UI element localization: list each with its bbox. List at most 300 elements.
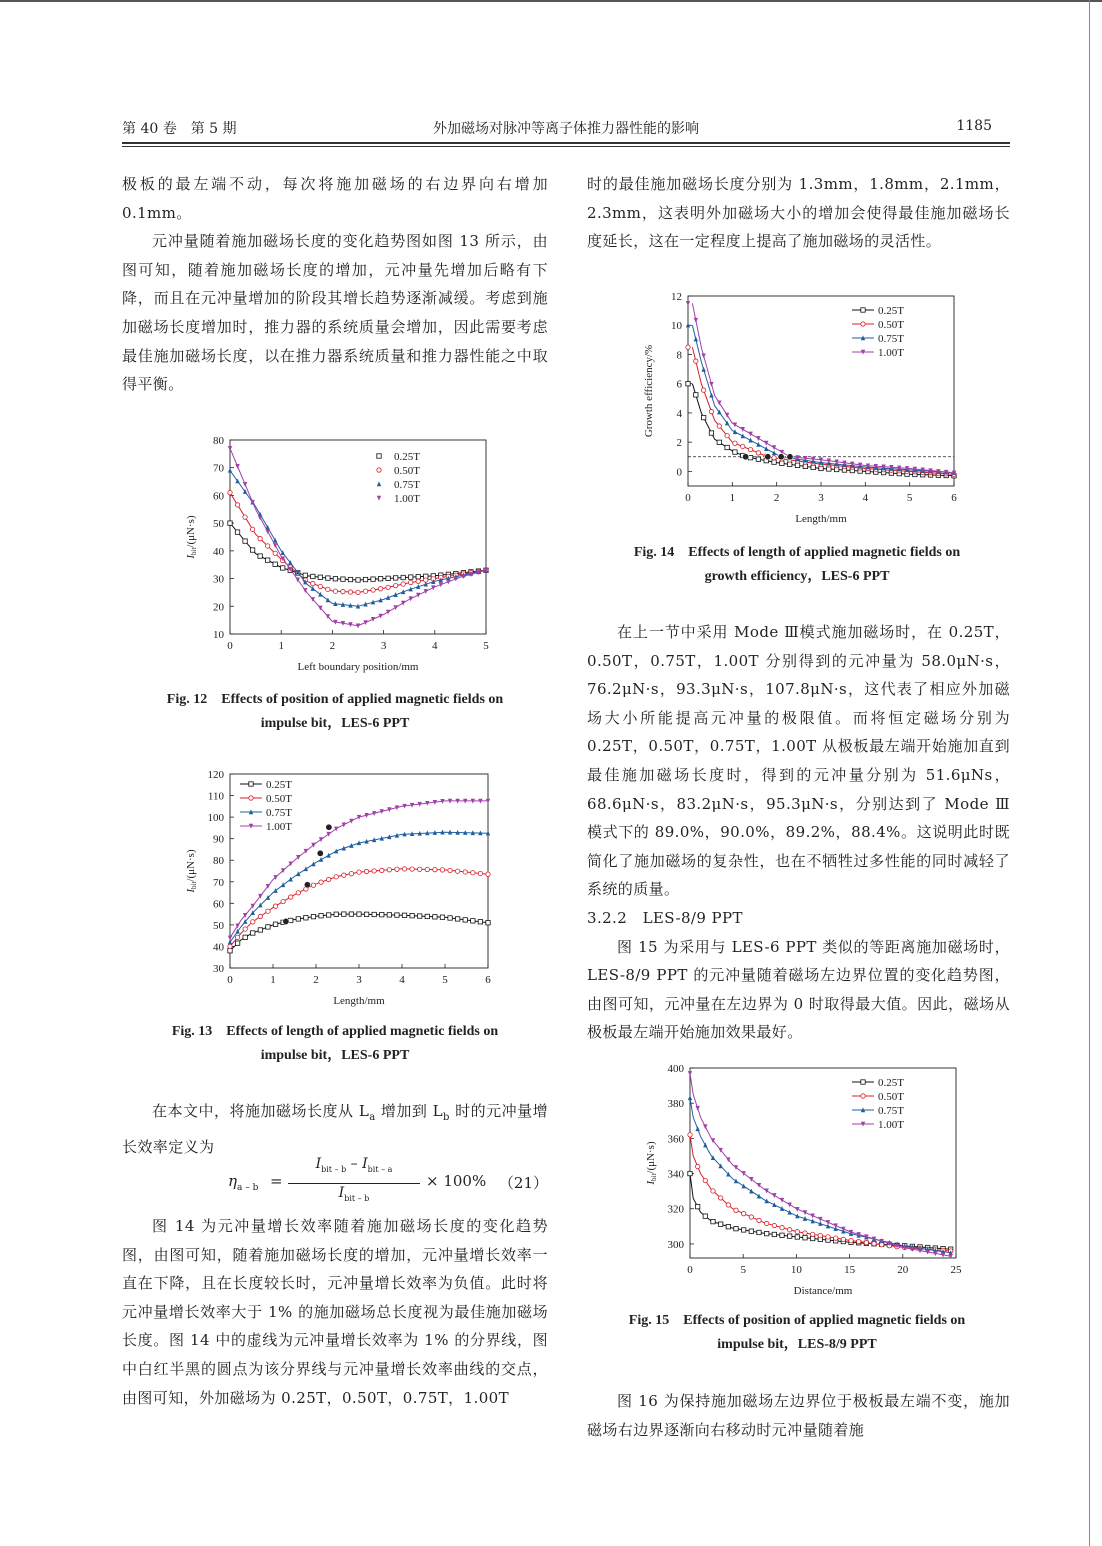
data-point (701, 353, 705, 358)
legend-label: 0.75T (878, 1105, 904, 1117)
data-point (864, 1240, 868, 1244)
series-0.25T (688, 1171, 953, 1251)
legend-marker (249, 796, 253, 800)
eta: η (228, 1172, 237, 1190)
x-tick-label: 0 (687, 1264, 693, 1276)
x-axis-label: Length/mm (795, 513, 847, 525)
data-point (711, 1189, 715, 1193)
data-point (478, 871, 482, 875)
text-run: 在本文中，将施加磁场长度从 L (152, 1102, 370, 1120)
data-point (342, 912, 346, 916)
y-tick-label: 50 (213, 919, 224, 932)
data-point (326, 832, 330, 837)
data-point (416, 593, 420, 598)
data-point (371, 577, 375, 581)
page-number: 1185 (956, 118, 992, 134)
data-point (448, 868, 452, 872)
series-line (230, 869, 488, 947)
data-point (250, 527, 254, 531)
running-title: 外加磁场对脉冲等离子体推力器性能的影响 (433, 121, 699, 137)
y-tick-label: 2 (676, 437, 682, 450)
x-tick-label: 0 (227, 640, 233, 652)
y-tick-label: 30 (213, 573, 224, 586)
data-point (393, 605, 397, 610)
data-point (688, 1171, 692, 1175)
data-point (425, 914, 429, 918)
data-point (856, 1239, 860, 1243)
paragraph (122, 1097, 548, 1161)
right-column-top (587, 170, 1010, 256)
right-column-mid (587, 618, 1010, 1047)
data-point (772, 460, 776, 464)
y-tick-label: 10 (671, 320, 682, 333)
data-point (250, 548, 254, 552)
left-column-top (122, 170, 548, 399)
data-point (425, 867, 429, 871)
data-point (717, 424, 721, 428)
data-point (357, 912, 361, 916)
running-header (122, 116, 1010, 140)
data-point (378, 587, 382, 591)
data-point (342, 873, 346, 877)
x-axis-label: Distance/mm (793, 1285, 853, 1297)
caption-line: Fig. 15 Effects of position of applied magnetic fields on (628, 1313, 966, 1328)
data-point (826, 1235, 830, 1239)
data-point (401, 601, 405, 606)
volume-issue: 第 40 卷 第 5 期 (122, 121, 237, 137)
data-point (311, 574, 315, 578)
x-tick-label: 5 (740, 1264, 746, 1276)
optimum-point (787, 454, 793, 460)
data-point (311, 883, 315, 887)
data-point (303, 573, 307, 577)
y-tick-label: 30 (213, 963, 224, 975)
data-point (757, 1218, 761, 1222)
data-point (311, 843, 315, 848)
data-point (733, 450, 737, 454)
series-1.00T (228, 446, 488, 628)
data-point (258, 536, 262, 540)
data-point (235, 941, 239, 945)
x-tick-label: 6 (485, 974, 491, 986)
data-point (273, 904, 277, 908)
data-point (688, 1095, 692, 1100)
data-point (258, 554, 262, 558)
legend-marker (861, 1080, 865, 1084)
data-point (395, 867, 399, 871)
data-point (265, 544, 269, 548)
data-point (386, 610, 390, 615)
data-point (819, 466, 823, 470)
data-point (772, 456, 776, 460)
data-point (795, 463, 799, 467)
series-line (230, 471, 486, 607)
optimum-point (765, 454, 771, 460)
legend-label: 0.25T (878, 305, 904, 317)
data-point (448, 916, 452, 920)
data-point (424, 578, 428, 582)
data-point (311, 861, 315, 866)
data-point (772, 1202, 776, 1207)
data-point (764, 1231, 768, 1235)
data-point (833, 1236, 837, 1240)
data-point (734, 1208, 738, 1212)
x-tick-label: 1 (278, 640, 284, 652)
fig15-caption (587, 1309, 1007, 1357)
x-tick-label: 4 (862, 492, 869, 504)
optimum-point (283, 918, 289, 924)
equation-21 (122, 1158, 548, 1208)
data-point (764, 1198, 768, 1203)
data-point (741, 444, 745, 448)
legend-marker (377, 496, 381, 501)
data-point (372, 869, 376, 873)
legend-label: 0.50T (394, 465, 420, 477)
eq-numerator (288, 1156, 420, 1174)
data-point (787, 1202, 791, 1207)
y-tick-label: 12 (671, 291, 682, 303)
data-point (243, 515, 247, 519)
data-point (333, 589, 337, 593)
data-point (380, 868, 384, 872)
data-point (266, 909, 270, 913)
data-point (686, 381, 690, 385)
data-point (709, 393, 713, 398)
data-point (371, 588, 375, 592)
data-point (356, 590, 360, 594)
data-point (433, 867, 437, 871)
paragraph: 在上一节中采用 Mode Ⅲ模式施加磁场时，在 0.25T，0.50T，0.75T，1.00T 分别得到的元冲量为 58.0μN·s，76.2μN·s，93.3μN·s，107.8μN·s，这代表了相应外加磁场大小所能提高元冲量的极限值。而将恒定磁场分别为 0.25T，0.50T，0.75T，1.00T 从极板最左端开始施加直到最佳施加磁场长度时，得到的元冲量分别为 51.6μNs，68.6μN·s，83.2μN·s，95.3μN·s，分别达到了 Mode Ⅲ模式下的 89.0%，90.0%，89.2%，88.4%。这说明此时既简化了施加磁场的复杂性，也在不牺牲过多性能的同时减轻了系统的质量。 (587, 623, 1010, 899)
caption-line: Fig. 13 Effects of length of applied magnetic fields on (171, 1024, 499, 1039)
y-tick-label: 320 (667, 1203, 684, 1216)
y-tick-label: 60 (213, 898, 224, 911)
plot-frame (690, 1068, 956, 1258)
data-point (401, 575, 405, 579)
data-point (311, 586, 315, 591)
data-point (756, 436, 760, 441)
I-symbol: I (338, 1185, 345, 1201)
subscript: bit – b (321, 1164, 347, 1174)
x-tick-label: 25 (950, 1264, 962, 1276)
fig15-chart (630, 1060, 970, 1308)
x-tick-label: 6 (951, 492, 957, 504)
subscript: b (442, 1112, 450, 1123)
data-point (703, 1214, 707, 1218)
x-tick-label: 1 (729, 492, 736, 504)
data-point (378, 577, 382, 581)
data-point (764, 1221, 768, 1225)
y-tick-label: 380 (667, 1098, 684, 1111)
fig13-caption (122, 1020, 548, 1068)
data-point (363, 589, 367, 593)
data-point (395, 913, 399, 917)
subscript: bit – b (344, 1193, 370, 1203)
y-tick-label: 60 (213, 490, 224, 503)
data-point (318, 584, 322, 588)
left-column-bottom (122, 1212, 548, 1412)
x-tick-label: 10 (790, 1264, 802, 1276)
data-point (243, 935, 247, 939)
data-point (410, 913, 414, 917)
y-tick-label: 80 (213, 435, 224, 447)
caption-line: impulse bit，LES-6 PPT (260, 1048, 410, 1063)
data-point (243, 482, 247, 487)
data-point (418, 914, 422, 918)
legend-label: 1.00T (878, 1119, 904, 1131)
data-point (757, 1183, 761, 1188)
page-border-right (1089, 0, 1090, 1546)
data-point (733, 422, 737, 427)
data-point (296, 891, 300, 895)
data-point (748, 447, 752, 451)
data-point (386, 585, 390, 589)
data-point (694, 393, 698, 397)
data-point (701, 367, 705, 372)
y-tick-label: 6 (676, 378, 682, 391)
data-point (410, 867, 414, 871)
data-point (363, 577, 367, 581)
data-point (757, 1194, 761, 1199)
data-point (364, 869, 368, 873)
legend-label: 0.25T (878, 1077, 904, 1089)
data-point (803, 1231, 807, 1235)
data-point (334, 875, 338, 879)
y-axis-label: Growth efficiency/% (643, 344, 655, 438)
data-point (235, 935, 239, 939)
data-point (471, 871, 475, 875)
data-point (725, 445, 729, 449)
data-point (688, 1071, 692, 1076)
data-point (711, 1219, 715, 1223)
minus: – (346, 1156, 363, 1172)
series-0.50T (688, 1133, 953, 1254)
data-point (872, 1241, 876, 1245)
data-point (401, 582, 405, 586)
x-tick-label: 4 (399, 974, 405, 986)
y-axis-label: Ibit/(μN·s) (185, 849, 198, 893)
data-point (289, 895, 293, 899)
y-axis-label: Ibit/(μN·s) (645, 1141, 658, 1185)
header-rule-thin (122, 146, 1010, 147)
series-line (230, 448, 486, 625)
optimum-point (317, 850, 323, 856)
legend-label: 1.00T (878, 347, 904, 359)
fig14-chart (630, 288, 970, 536)
data-point (228, 468, 232, 473)
data-point (695, 1204, 699, 1208)
optimum-point (304, 882, 310, 888)
legend-marker (377, 468, 381, 472)
data-point (348, 590, 352, 594)
y-tick-label: 8 (676, 349, 682, 362)
y-tick-label: 10 (213, 629, 224, 641)
data-point (326, 587, 330, 591)
data-point (787, 1234, 791, 1238)
subscript: bit – a (367, 1164, 393, 1174)
data-point (265, 558, 269, 562)
data-point (463, 870, 467, 874)
data-point (228, 490, 232, 494)
data-point (694, 359, 698, 363)
data-point (810, 1236, 814, 1240)
text-run: 时的元冲量增长效率定义为 (122, 1102, 548, 1156)
x-tick-label: 2 (313, 974, 319, 986)
data-point (717, 440, 721, 444)
legend-marker (249, 782, 253, 786)
data-point (741, 1228, 745, 1232)
data-point (772, 445, 776, 450)
series-0.25T (228, 912, 490, 953)
paragraph: 极板的最左端不动，每次将施加磁场的右边界向右增加 0.1mm。 (122, 175, 548, 222)
data-point (251, 931, 255, 935)
caption-line: growth efficiency，LES-6 PPT (704, 569, 890, 584)
data-point (319, 857, 323, 862)
data-point (318, 575, 322, 579)
caption-line: Fig. 12 Effects of position of applied magnetic fields on (166, 692, 504, 707)
data-point (734, 1165, 738, 1170)
legend-label: 0.50T (878, 319, 904, 331)
data-point (741, 427, 745, 432)
caption-line: Fig. 14 Effects of length of applied magnetic fields on (633, 545, 961, 560)
x-tick-label: 4 (432, 640, 438, 652)
eq-lhs (228, 1172, 258, 1193)
y-tick-label: 40 (213, 941, 224, 954)
caption-line: impulse bit，LES-8/9 PPT (717, 1337, 877, 1352)
y-tick-label: 20 (213, 601, 224, 614)
data-point (348, 577, 352, 581)
data-point (749, 1229, 753, 1233)
data-point (334, 849, 338, 854)
y-tick-label: 100 (207, 812, 224, 825)
data-point (296, 871, 300, 876)
data-point (749, 1177, 753, 1182)
data-point (725, 434, 729, 438)
data-point (764, 1189, 768, 1194)
series-0.75T (688, 1095, 953, 1255)
data-point (741, 1211, 745, 1215)
data-point (709, 382, 713, 387)
data-point (780, 1233, 784, 1237)
fig12-caption (122, 688, 548, 736)
data-point (703, 1178, 707, 1182)
data-point (772, 1223, 776, 1227)
data-point (841, 1237, 845, 1241)
eq-percent: × 100% (426, 1172, 487, 1190)
I-symbol: I (315, 1156, 322, 1172)
optimum-point (742, 454, 748, 460)
y-tick-label: 90 (213, 833, 224, 846)
x-axis-label: Length/mm (333, 995, 385, 1007)
data-point (296, 917, 300, 921)
x-tick-label: 3 (380, 640, 387, 652)
legend-label: 0.75T (266, 807, 292, 819)
data-point (756, 457, 760, 461)
data-point (319, 914, 323, 918)
data-point (471, 919, 475, 923)
data-point (273, 551, 277, 555)
y-tick-label: 300 (667, 1238, 684, 1251)
data-point (418, 867, 422, 871)
data-point (772, 1232, 776, 1236)
data-point (811, 465, 815, 469)
data-point (686, 301, 690, 306)
series-0.75T (686, 323, 956, 475)
data-point (311, 581, 315, 585)
data-point (228, 446, 232, 451)
legend-label: 0.75T (394, 479, 420, 491)
data-point (486, 872, 490, 876)
eq-denominator (288, 1185, 420, 1203)
data-point (289, 877, 293, 882)
data-point (235, 464, 239, 469)
data-point (273, 888, 277, 893)
data-point (416, 579, 420, 583)
data-point (741, 1171, 745, 1176)
data-point (273, 922, 277, 926)
series-0.50T (228, 867, 490, 949)
series-0.75T (228, 468, 488, 609)
data-point (311, 914, 315, 918)
data-point (780, 461, 784, 465)
data-point (764, 441, 768, 446)
x-tick-label: 5 (483, 640, 489, 652)
data-point (733, 441, 737, 445)
data-point (455, 917, 459, 921)
data-point (757, 1230, 761, 1234)
data-point (772, 1193, 776, 1198)
data-point (326, 853, 330, 858)
legend-label: 0.50T (878, 1091, 904, 1103)
legend-label: 1.00T (266, 821, 292, 833)
data-point (273, 562, 277, 566)
data-point (326, 913, 330, 917)
data-point (433, 915, 437, 919)
data-point (787, 1228, 791, 1232)
data-point (756, 451, 760, 455)
left-column-mid (122, 1097, 548, 1161)
data-point (326, 877, 330, 881)
x-axis-label: Left boundary position/mm (297, 661, 419, 673)
caption-line: impulse bit，LES-6 PPT (260, 716, 410, 731)
data-point (235, 530, 239, 534)
data-point (341, 577, 345, 581)
fraction-bar (288, 1183, 420, 1184)
data-point (694, 337, 698, 342)
data-point (349, 871, 353, 875)
data-point (258, 928, 262, 932)
data-point (258, 914, 262, 918)
data-point (701, 415, 705, 419)
data-point (304, 916, 308, 920)
data-point (281, 882, 285, 887)
data-point (764, 446, 768, 451)
data-point (780, 1206, 784, 1211)
x-tick-label: 3 (818, 492, 824, 504)
data-point (387, 913, 391, 917)
data-point (701, 388, 705, 392)
legend-label: 0.25T (394, 451, 420, 463)
data-point (251, 920, 255, 924)
x-tick-label: 5 (442, 974, 448, 986)
data-point (402, 867, 406, 871)
data-point (695, 1126, 699, 1131)
data-point (734, 1178, 738, 1183)
data-point (803, 464, 807, 468)
data-point (364, 912, 368, 916)
data-point (780, 1225, 784, 1229)
legend-marker (861, 1094, 865, 1098)
optimum-point (326, 824, 332, 830)
